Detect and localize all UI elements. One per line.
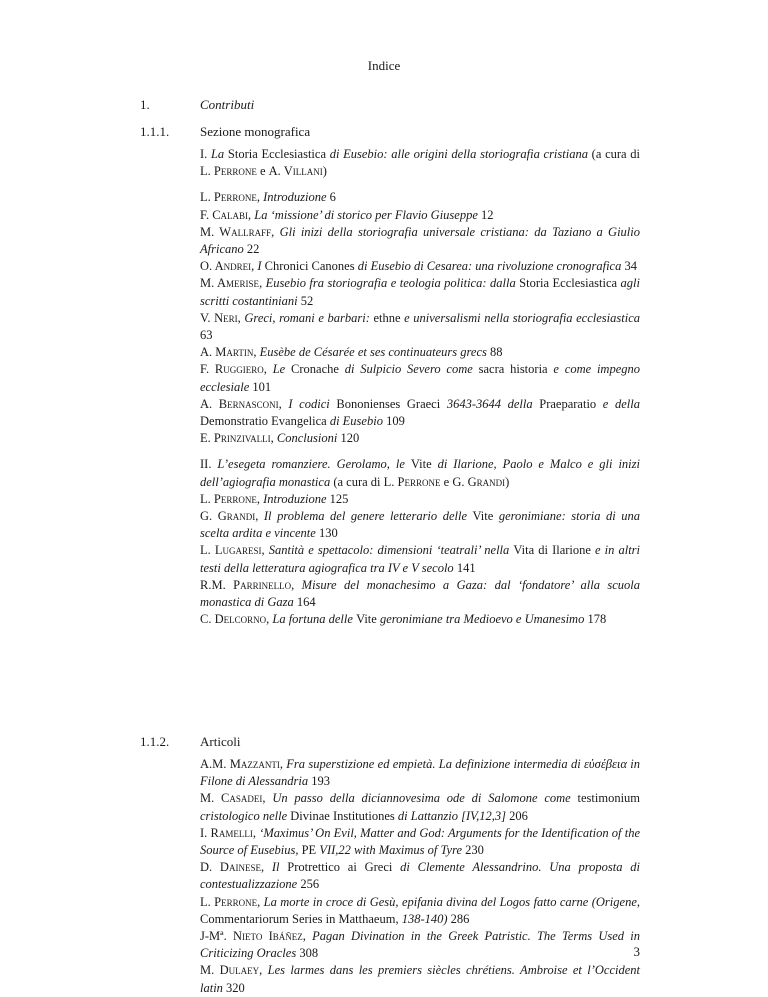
author-name: A. Villani xyxy=(268,164,323,179)
title-text: e come impegno ecclesiale xyxy=(200,362,641,394)
plain-text: (a cura di xyxy=(591,147,641,161)
section-number: 1. xyxy=(140,97,150,112)
title-text: geronimiane tra Medioevo e Umanesimo xyxy=(379,612,585,627)
plain-text: , xyxy=(257,894,264,909)
plain-text: , xyxy=(271,224,280,239)
plain-text: ) xyxy=(322,164,327,179)
title-text: Conclusioni xyxy=(276,431,338,446)
title-text: VII,22 with Maximus of Tyre xyxy=(319,843,463,858)
author-name: L. Perrone xyxy=(383,474,441,489)
articoli-entries xyxy=(200,756,640,997)
plain-text: 34 xyxy=(621,259,637,274)
author-name: F. Calabi xyxy=(200,207,249,222)
author-name: V. Neri xyxy=(200,310,238,325)
title-text: La morte in croce di Gesù, epifania divina del Logos fatto carne (Origene, xyxy=(263,894,640,909)
title-text: Il xyxy=(271,860,288,875)
toc-entry xyxy=(200,508,640,542)
title-text: cristologico nelle xyxy=(200,808,291,823)
plain-text: , xyxy=(291,577,302,592)
author-name: M. Dulaey xyxy=(200,963,260,978)
plain-text: Commentariorum Series in Matthaeum, xyxy=(200,911,402,926)
part2-heading xyxy=(200,456,640,490)
plain-text: 178 xyxy=(584,612,607,627)
toc-entry xyxy=(200,577,640,611)
author-name: A. Bernasconi xyxy=(200,396,279,411)
toc-entry xyxy=(200,396,640,430)
author-name: A.M. Mazzanti xyxy=(200,757,280,771)
toc-entry xyxy=(200,189,640,206)
title-text: La ‘missione’ di storico per Flavio Giuseppe xyxy=(254,207,478,222)
title-text: Fra superstizione ed empietà. La definizione intermedia di xyxy=(286,757,584,771)
plain-text: 52 xyxy=(297,293,314,308)
plain-text: I. xyxy=(200,147,211,161)
plain-text: 206 xyxy=(506,808,528,823)
title-text: I xyxy=(257,259,265,274)
title-text: Santità e spettacolo: dimensioni ‘teatrali’ nella xyxy=(268,543,514,558)
title-text: Les larmes dans les premiers siècles chrétiens. Ambroise et l’Occident latin xyxy=(200,963,640,995)
toc-entry xyxy=(200,859,640,893)
title-text: di Eusebio xyxy=(329,414,383,429)
title-text: di Eusebio: alle origini della storiografia cristiana xyxy=(329,147,592,161)
plain-text: II. xyxy=(200,457,218,472)
toc-entry xyxy=(200,894,640,928)
page-number: 3 xyxy=(633,944,640,959)
author-name: D. Dainese xyxy=(200,860,261,875)
toc-entry xyxy=(200,928,640,962)
author-name: L. Perrone xyxy=(200,894,258,909)
plain-text: Vita xyxy=(513,543,539,558)
plain-text: 164 xyxy=(293,595,316,610)
title-text: Greci, romani e barbari: xyxy=(244,310,374,325)
section-number: 1.1.1. xyxy=(140,124,170,139)
title-text: Misure del monachesimo a Gaza: dal ‘fondatore’ alla scuola monastica di Gaza xyxy=(200,577,641,610)
plain-text: , xyxy=(259,276,266,291)
author-name: L. Perrone xyxy=(200,164,257,179)
title-text: Un passo della diciannovesima ode di Salomone come xyxy=(272,791,578,806)
plain-text: ) xyxy=(505,474,510,489)
title-text: I codici xyxy=(288,396,337,411)
title-text: Il problema del genere letterario delle xyxy=(263,509,473,524)
plain-text: e xyxy=(256,164,269,179)
plain-text: (a cura di xyxy=(333,474,384,489)
title-text: ‘Maximus’ On Evil, Matter and God: Arguments for the Identification of the Source of Eusebius, xyxy=(200,825,640,858)
plain-text: 141 xyxy=(453,560,476,575)
title-text: La xyxy=(210,147,228,161)
plain-text: , xyxy=(251,259,258,274)
toc-entry xyxy=(200,361,640,395)
section-title: Articoli xyxy=(200,734,241,749)
plain-text: , xyxy=(260,860,272,875)
section-title: Sezione monografica xyxy=(200,124,311,139)
title-text: di Ilarione, Paolo e Malco e gli inizi dell’agiografia monastica xyxy=(200,457,640,489)
plain-text: 193 xyxy=(308,774,330,789)
title-text: 138-140) xyxy=(401,911,448,926)
part2-entries xyxy=(200,491,640,629)
author-name: O. Andrei xyxy=(200,259,252,274)
plain-text: , xyxy=(262,791,273,806)
section-title: Contributi xyxy=(200,97,255,112)
plain-text: , xyxy=(253,345,260,360)
plain-text: 320 xyxy=(222,980,245,995)
plain-text: , xyxy=(270,431,277,446)
plain-text: 120 xyxy=(337,431,360,446)
title-text: di Sulpicio Severo come xyxy=(344,362,479,377)
plain-text: Vite xyxy=(472,509,499,524)
plain-text: sacra historia xyxy=(478,362,554,377)
author-name: G. Grandi xyxy=(452,474,506,489)
toc-entry xyxy=(200,310,640,344)
title-text: εὐσέβεια xyxy=(584,757,627,771)
plain-text: Vite xyxy=(410,457,438,472)
title-text: Introduzione xyxy=(263,190,327,205)
author-name: R.M. Parrinello xyxy=(200,577,292,592)
plain-text: 12 xyxy=(477,207,494,222)
running-header: Indice xyxy=(367,58,401,73)
plain-text: 125 xyxy=(326,491,349,506)
author-name: E. Prinzivalli xyxy=(200,431,271,446)
title-text: geronimiane: storia di una scelta ardita e vincente xyxy=(200,509,640,541)
plain-text: 256 xyxy=(297,877,320,892)
author-name: L. Perrone xyxy=(200,190,257,205)
author-name: G. Grandi xyxy=(200,509,256,524)
toc-entry xyxy=(200,258,640,275)
title-text: e della xyxy=(602,396,640,411)
articoli-list xyxy=(200,756,640,997)
author-name: A. Martin xyxy=(200,345,254,360)
title-text: Introduzione xyxy=(263,491,327,506)
plain-text: , xyxy=(256,491,264,506)
plain-text: Bononienses Graeci xyxy=(336,396,447,411)
author-name: M. Casadei xyxy=(200,791,263,806)
toc-entry xyxy=(200,275,640,309)
plain-text: Vite xyxy=(356,612,380,627)
plain-text: 22 xyxy=(243,242,260,257)
title-text: 3643-3644 della xyxy=(446,396,540,411)
plain-text: 130 xyxy=(315,526,338,541)
plain-text: , xyxy=(256,190,264,205)
plain-text: 286 xyxy=(447,911,470,926)
title-text: e in altri testi della letteratura agiografica tra IV e V secolo xyxy=(200,543,641,575)
plain-text: , xyxy=(248,207,255,222)
plain-text: ethne xyxy=(373,310,405,325)
plain-text: Chronici Canones xyxy=(264,259,358,274)
plain-text: Storia Ecclesiastica xyxy=(227,147,330,161)
plain-text: , xyxy=(266,612,273,627)
author-name: M. Wallraff xyxy=(200,224,272,239)
plain-text: 63 xyxy=(200,328,213,343)
author-name: L. Lugaresi xyxy=(200,543,262,558)
plain-text: Divinae Institutiones xyxy=(290,808,398,823)
plain-text: , xyxy=(302,929,313,944)
toc-entry xyxy=(200,207,640,224)
plain-text: Cronache xyxy=(291,362,345,377)
toc-entry xyxy=(200,430,640,447)
toc-entry xyxy=(200,491,640,508)
title-text: Eusèbe de Césarée et ses continuateurs grecs xyxy=(259,345,487,360)
author-name: C. Delcorno xyxy=(200,612,267,627)
toc-entry xyxy=(200,542,640,576)
author-name: M. Amerise xyxy=(200,276,260,291)
title-text: Gli inizi della storiografia universale cristiana: da Taziano a Giulio Africano xyxy=(200,224,640,257)
author-name: L. Perrone xyxy=(200,491,257,506)
author-name: I. Ramelli xyxy=(200,825,253,840)
title-text: e universalismi nella storiografia ecclesiastica xyxy=(404,310,640,325)
title-text: Pagan Divination in the Greek Patristic. The Terms Used in Criticizing Oracles xyxy=(200,929,641,961)
toc-entry xyxy=(200,825,640,859)
plain-text: di Ilarione xyxy=(538,543,596,558)
plain-text: Demonstratio Evangelica xyxy=(200,414,330,429)
toc-entry xyxy=(200,344,640,361)
plain-text: PE xyxy=(301,843,320,858)
plain-text: , xyxy=(279,757,287,771)
title-text: La fortuna delle xyxy=(272,612,357,627)
plain-text: 109 xyxy=(382,414,405,429)
plain-text: , xyxy=(255,509,264,524)
author-name: F. Ruggiero xyxy=(200,362,264,377)
plain-text: , xyxy=(259,963,268,978)
plain-text: , xyxy=(261,543,269,558)
toc-entry xyxy=(200,756,640,790)
plain-text: , xyxy=(237,310,245,325)
title-text: agli scritti costantiniani xyxy=(200,276,640,308)
plain-text: 230 xyxy=(462,843,484,858)
plain-text: 6 xyxy=(326,190,336,205)
toc-entry xyxy=(200,962,640,996)
plain-text: , xyxy=(263,362,273,377)
toc-entry xyxy=(200,224,640,258)
title-text: Le xyxy=(272,362,292,377)
author-name: J-Mª. Nieto Ibáñez xyxy=(200,929,303,944)
plain-text: 101 xyxy=(249,379,272,394)
title-text: di Clemente Alessandrino. Una proposta di contestualizzazione xyxy=(200,860,641,892)
toc-entry xyxy=(200,790,640,824)
plain-text: , xyxy=(278,396,289,411)
plain-text: Storia Ecclesiastica xyxy=(519,276,621,291)
part1-entries xyxy=(200,189,640,447)
section-number: 1.1.2. xyxy=(140,734,170,749)
plain-text: Praeparatio xyxy=(539,396,603,411)
title-text: L’esegeta romanziere. Gerolamo, le xyxy=(217,457,411,472)
title-text: di Eusebio di Cesarea: una rivoluzione cronografica xyxy=(357,259,622,274)
plain-text: 88 xyxy=(486,345,503,360)
plain-text: e xyxy=(440,474,453,489)
title-text: Eusebio fra storiografia e teologia politica: dalla xyxy=(265,276,520,291)
plain-text: 308 xyxy=(296,946,319,961)
title-text: in Filone di Alessandria xyxy=(200,757,640,789)
part1-heading xyxy=(200,146,640,180)
title-text: di Lattanzio [IV,12,3] xyxy=(397,808,507,823)
plain-text: testimonium xyxy=(577,791,641,806)
plain-text: , xyxy=(252,825,260,840)
plain-text: Protrettico ai Greci xyxy=(287,860,401,875)
toc-entry xyxy=(200,611,640,628)
monografica-list xyxy=(200,146,640,628)
